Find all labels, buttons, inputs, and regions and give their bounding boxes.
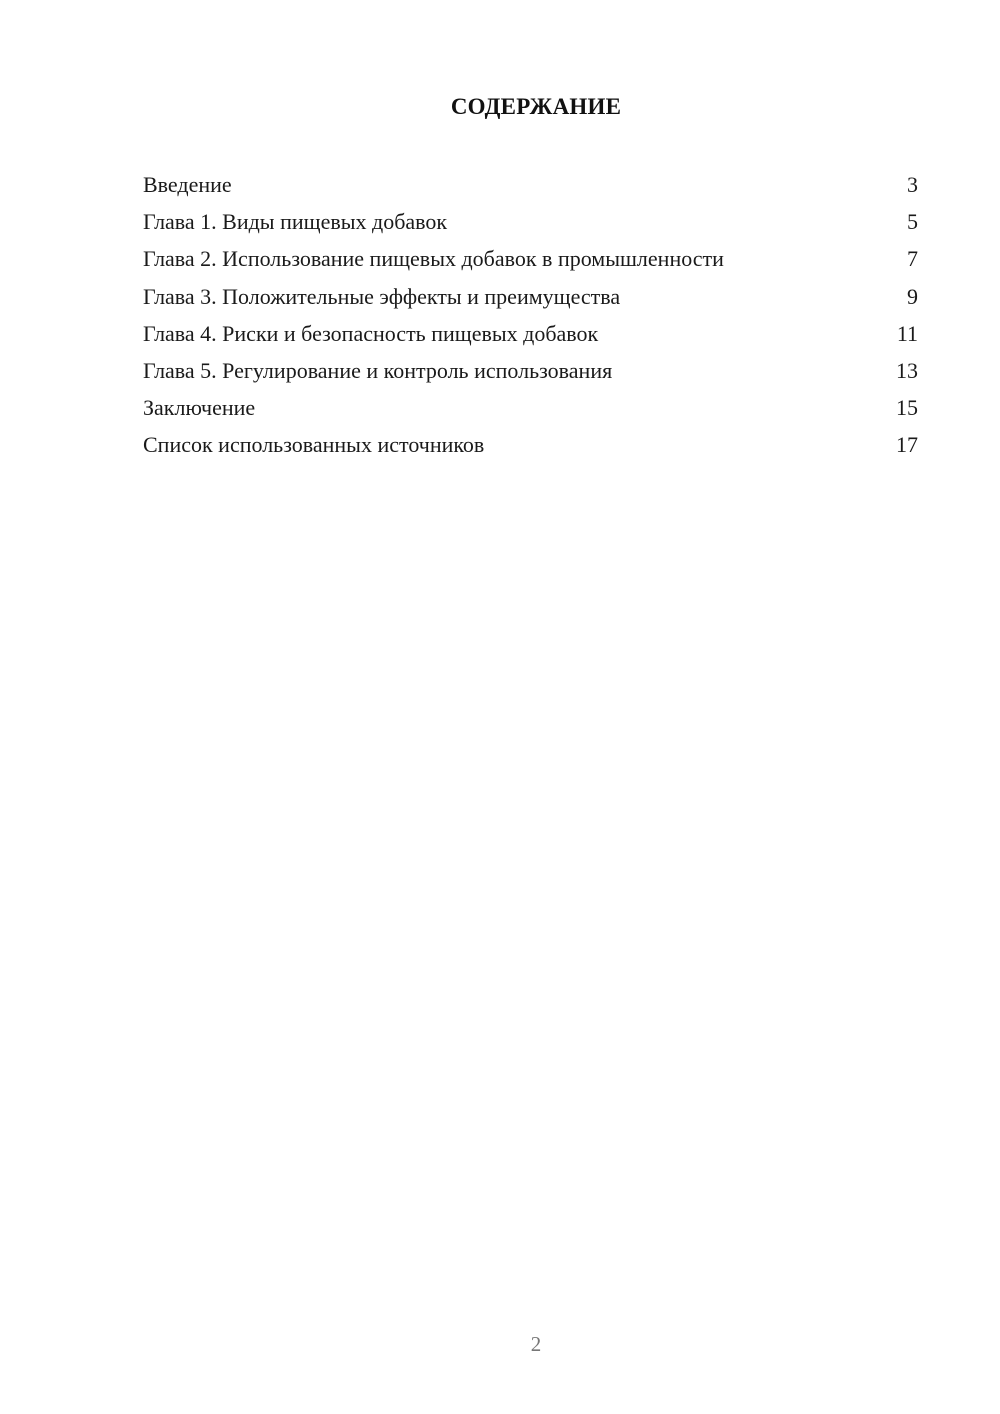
toc-entry — [143, 391, 918, 428]
toc-entry-label: Глава 3. Положительные эффекты и преимущества — [143, 283, 621, 309]
toc-entry — [143, 242, 918, 279]
page-title: СОДЕРЖАНИЕ — [450, 94, 622, 119]
toc-entry — [143, 428, 918, 465]
toc-entry-label: Введение — [143, 172, 232, 197]
toc-entry-page: 13 — [896, 357, 918, 383]
toc-entry — [143, 317, 918, 354]
toc-entry-label: Глава 1. Виды пищевых добавок — [143, 209, 448, 235]
toc-entry — [143, 354, 918, 391]
toc-entry-page: 3 — [907, 172, 918, 197]
toc-entry — [143, 280, 918, 317]
toc-entry-page: 11 — [896, 320, 918, 346]
toc-entry-page: 5 — [907, 209, 918, 235]
toc-entry-label: Заключение — [143, 395, 256, 421]
page-number: 2 — [530, 1332, 542, 1356]
toc-entry-label: Глава 2. Использование пищевых добавок в промышленности — [143, 246, 724, 272]
toc-entry-page: 7 — [907, 246, 918, 272]
toc-entry-label: Список использованных источников — [143, 432, 485, 458]
table-of-contents — [143, 168, 918, 466]
toc-entry-page: 15 — [896, 395, 918, 421]
toc-entry-label: Глава 5. Регулирование и контроль использования — [143, 357, 613, 383]
toc-entry — [143, 205, 918, 242]
toc-entry-page: 17 — [896, 432, 918, 458]
toc-entry — [143, 168, 918, 205]
toc-entry-page: 9 — [907, 283, 918, 309]
toc-entry-label: Глава 4. Риски и безопасность пищевых добавок — [143, 320, 599, 346]
